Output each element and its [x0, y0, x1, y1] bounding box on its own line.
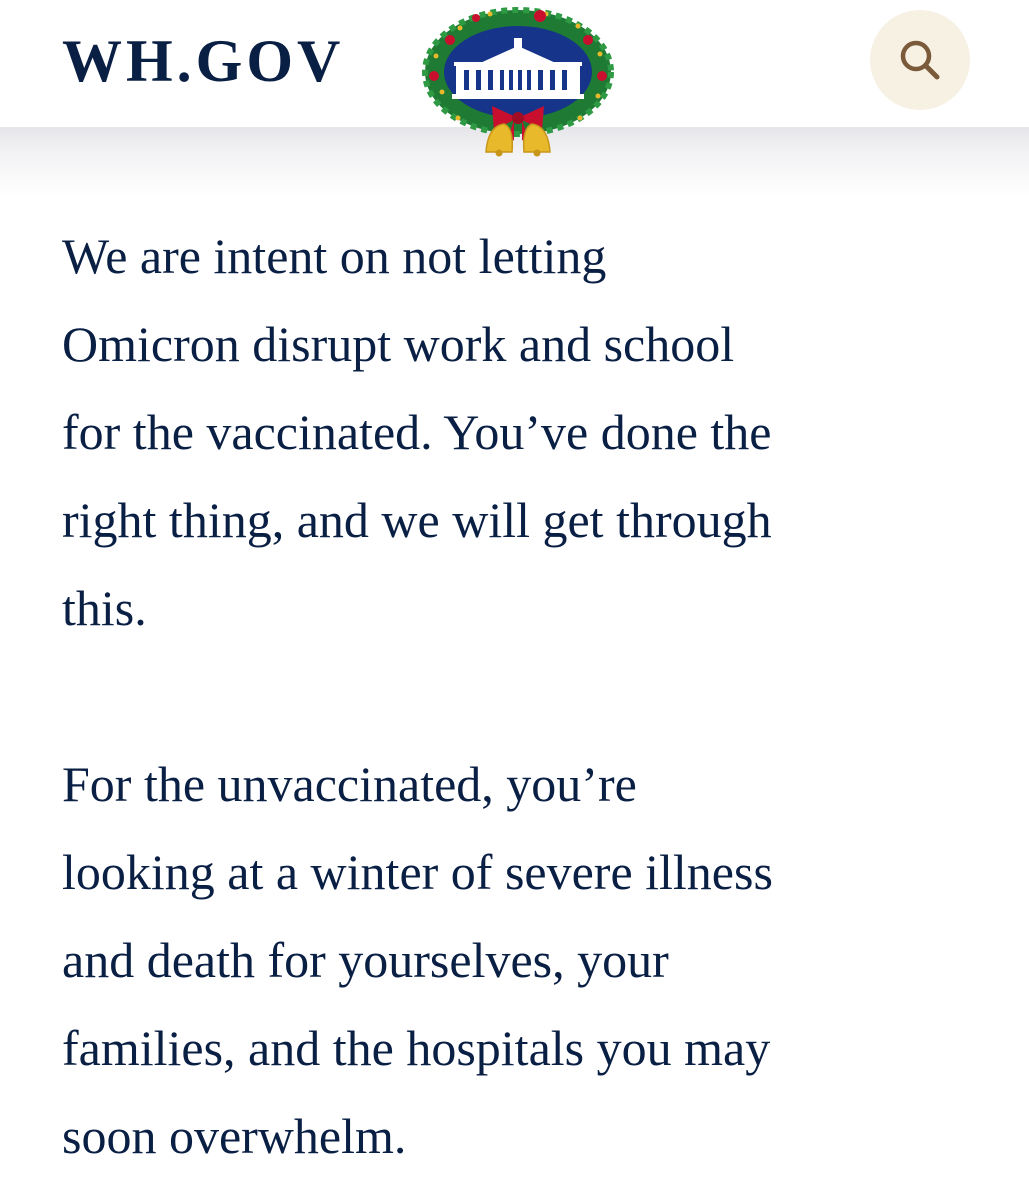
search-icon	[898, 38, 942, 82]
article-paragraph-unvaccinated: For the unvaccinated, you’re looking at a winter of severe illness and death for yourselves, your families, and the hospitals you may soon overwhelm.	[62, 756, 773, 1164]
white-house-holiday-wreath-icon[interactable]	[420, 6, 616, 158]
article-body	[62, 212, 982, 1180]
site-logo-text[interactable]: WH.GOV	[62, 28, 345, 94]
article-paragraph-vaccinated: We are intent on not letting Omicron disrupt work and school for the vaccinated. You’ve done the right thing, and we will get through this.	[62, 228, 772, 636]
search-button[interactable]	[870, 10, 970, 110]
